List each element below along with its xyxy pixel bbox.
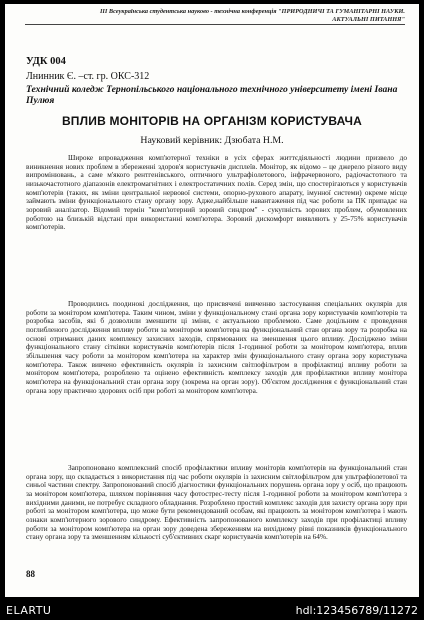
handle-identifier[interactable]: hdl:123456789/11272 (295, 604, 418, 617)
supervisor-line: Науковий керівник: Дзюбата Н.М. (140, 135, 284, 146)
viewer-footer (0, 597, 424, 620)
body-paragraph-3: Запропоновано комплексний спосіб профілактики впливу моніторів комп'ютерів на функціональний стан органа зору, що складається з використання під час роботи окулярів із захисним світлофільтром для ультрафіолетової та синьої частини спектру. Запропонований спосіб діагностики функціональних порушень органа зору у осіб, що працюють за монітором комп'ютера, шляхом порівняння часу фотострес-тесту після 1-годинної роботи за монітором комп'ютера з вихідними даними, не потребує складного обладнання. Розроблено простий комплекс заходів для захисту органа зору при роботі за монітором комп'ютера, що може бути рекомендований особам, які працюють за монітором комп'ютера і мають ознаки комп'ютерного зорового синдрому. Ефективність запропонованого комплексу заходів при профілактиці впливу роботи за монітором комп'ютера на орган зору доведена збереженням на вихідному рівні показників функціонального стану органа зору та зменшенням кількості суб'єктивних скарг користувачів комп'ютерів на 64%. (26, 463, 407, 542)
conference-header-line1: ІІІ Всеукраїнська студентська науково - технічна конференція "ПРИРОДНИЧІ ТА ГУМАНІТАРНІ НАУКИ. (99, 8, 405, 15)
conference-header (25, 8, 405, 25)
body-paragraph-2: Проводились поодинокі дослідження, що присвячені вивченню застосування спеціальних окулярів для роботи за монітором комп'ютера. Таким чином, зміни у функціональному стані органа зору користувачів комп'ютерів та розробка засобів, які б дозволили зменшити ці зміни, є актуальною проблемою. Саме доцільним є проведення поглибленого дослідження впливу роботи за монітором комп'ютера на функціональний стан органа зору та розробка на основі отриманих даних комплексу захисних заходів, спрямованих на зменшення цього впливу. Досліджено зміни функціонального стану сітківки користувачів комп'ютерів після 1-годинної роботи за монітором комп'ютера, вплив збільшення часу роботи за монітором комп'ютера на характер змін функціонального стану органа зору користувача комп'ютера. Також вивчено ефективність окулярів із захисним світлофільтром в профілактиці впливу роботи за монітором комп'ютера, розроблено та оцінено ефективність комплексу заходів для профілактики впливу монітора комп'ютера на функціональний стан органа зору (зокрема на орган зору). Об'єктом дослідження є функціональний стан органа зору практично здорових осіб при роботі за монітором комп'ютера. (26, 299, 407, 395)
udc-code: УДК 004 (26, 56, 66, 67)
article-title: ВПЛИВ МОНІТОРІВ НА ОРГАНІЗМ КОРИСТУВАЧА (61, 114, 363, 128)
conference-header-line2: АКТУАЛЬНІ ПИТАННЯ" (332, 15, 405, 23)
page-number: 88 (26, 569, 35, 579)
document-page (5, 4, 419, 597)
affiliation: Технічний коледж Тернопільського національного технічного університету імені Івана Пулюя (26, 84, 398, 106)
author-line: Лнинник Є. –ст. гр. ОКС-312 (26, 71, 150, 82)
repository-label: ELARTU (6, 604, 52, 617)
body-paragraph-1: Широке впровадження комп'ютерної техніки в усіх сферах життєдіяльності людини призвело до виникнення нових проблем в збереженні здоров'я користувачів дисплеїв. Монітор, як відомо – це джерело різного виду випромінювань, а саме м'якого рентгенівського, оптичного ультрафіолетового, інфрачервоного, радіочастотного та низькочастотного діапазонів електромагнітних і електростатичних полів. Серед змін, що спостерігаються у користувачів комп'ютерів (таких, як зміни центральної нервової системи, опорно-рухового апарату, імунної системи) окреме місце займають зміни функціонального стану органу зору. Адже,найбільше навантаження під час роботи за ПК припадає на зоровий аналізатор. Відомий термін "комп'ютерний зоровий синдром" - сукупність зорових проблем, обумовлених роботою на близькій відстані при використанні комп'ютера. Зоровий дискомфорт виявляють у 25-75% користувачів комп'ютерів. (26, 153, 407, 232)
